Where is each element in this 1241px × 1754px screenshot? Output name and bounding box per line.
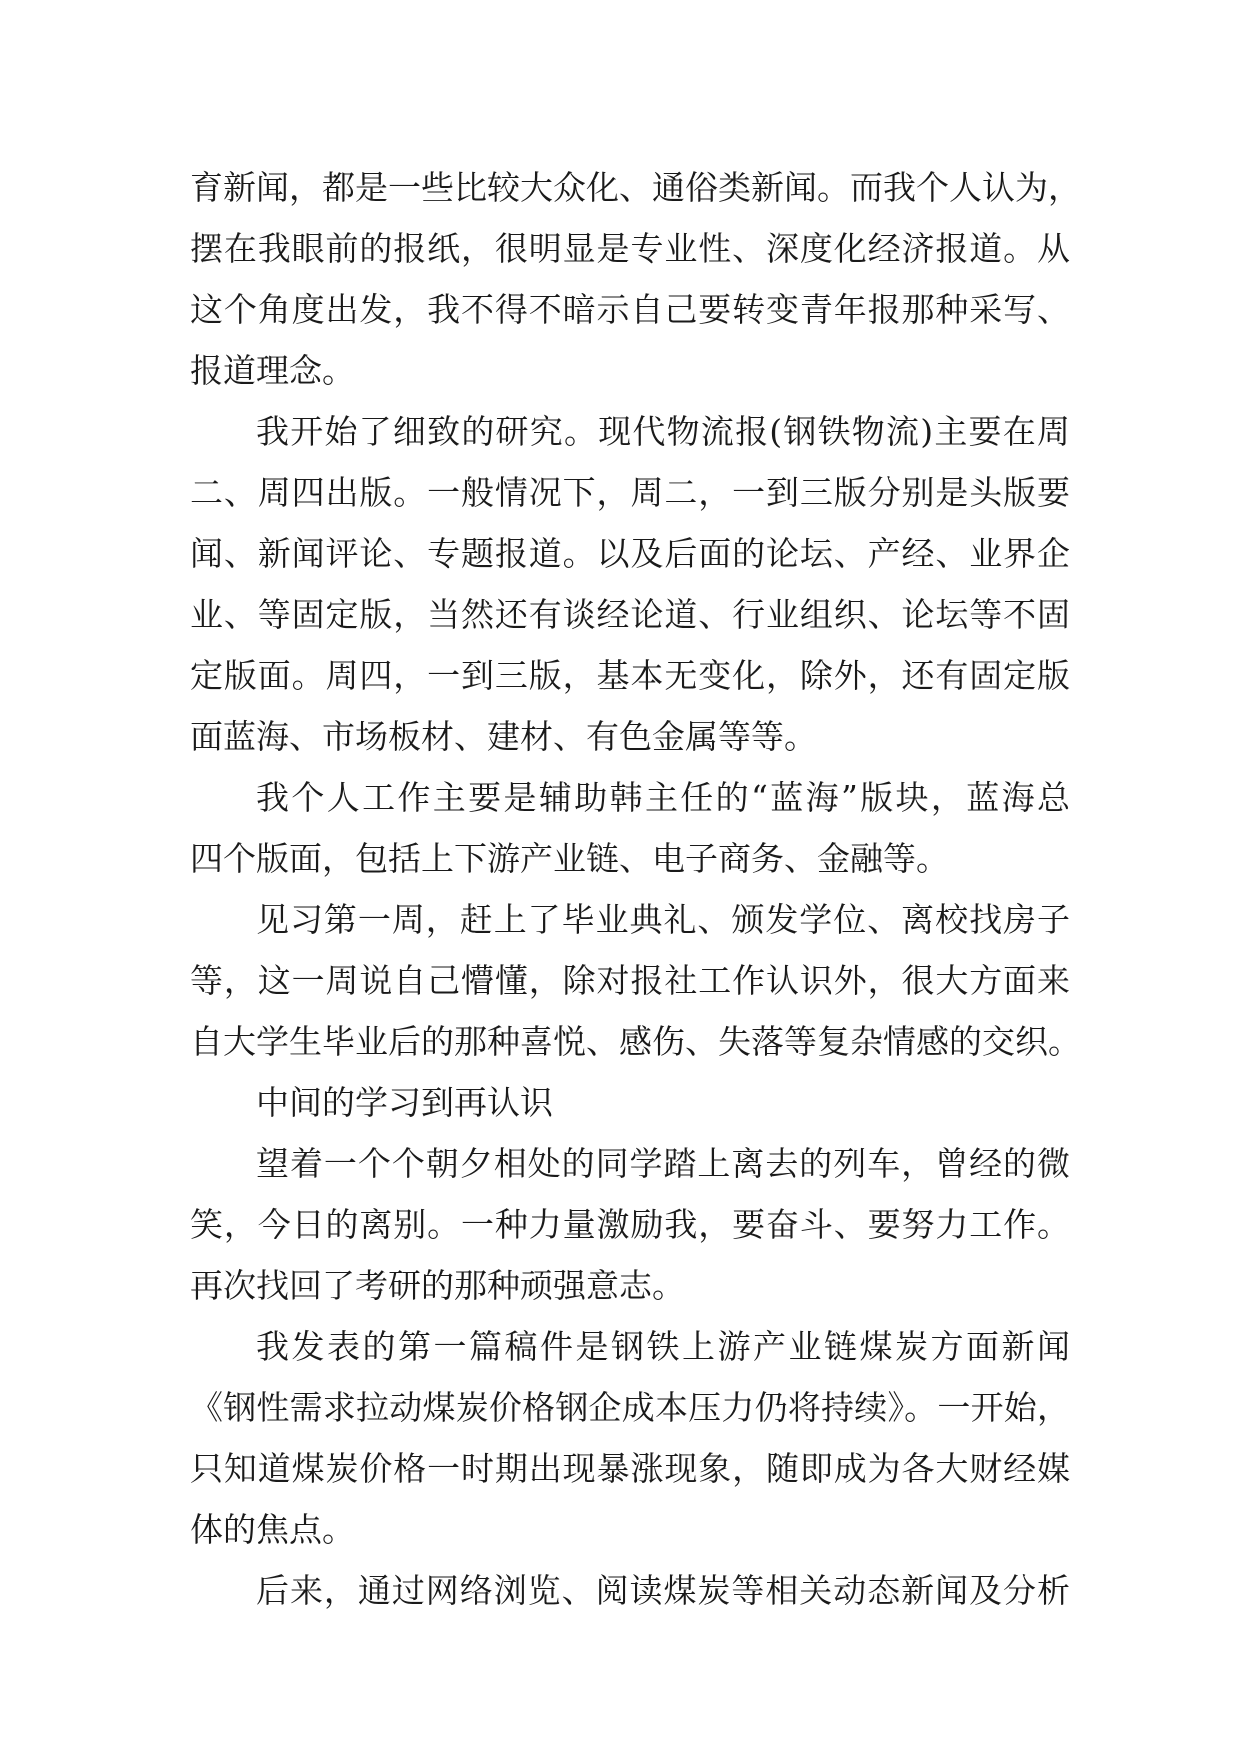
paragraph-first-line: 我发表的第一篇稿件是钢铁上游产业链煤炭方面新闻 bbox=[256, 1327, 1070, 1366]
document-body bbox=[190, 157, 1081, 1621]
section-heading: 中间的学习到再认识 bbox=[256, 1083, 553, 1122]
text-line: 《钢性需求拉动煤炭价格钢企成本压力仍将持续》。一开始， bbox=[190, 1388, 1070, 1427]
text-line: 报道理念。 bbox=[190, 351, 355, 390]
text-line: 业、等固定版，当然还有谈经论道、行业组织、论坛等不固 bbox=[190, 595, 1070, 634]
text-line: 体的焦点。 bbox=[190, 1510, 355, 1549]
paragraph-first-line: 我开始了细致的研究。现代物流报(钢铁物流)主要在周 bbox=[256, 412, 1070, 451]
text-line: 闻、新闻评论、专题报道。以及后面的论坛、产经、业界企 bbox=[190, 534, 1070, 573]
text-line: 二、周四出版。一般情况下，周二，一到三版分别是头版要 bbox=[190, 473, 1070, 512]
text-line: 定版面。周四，一到三版，基本无变化，除外，还有固定版 bbox=[190, 656, 1070, 695]
paragraph-first-line: 望着一个个朝夕相处的同学踏上离去的列车，曾经的微 bbox=[256, 1144, 1070, 1183]
text-line: 面蓝海、市场板材、建材、有色金属等等。 bbox=[190, 717, 817, 756]
text-line: 育新闻，都是一些比较大众化、通俗类新闻。而我个人认为， bbox=[190, 168, 1081, 207]
text-line: 自大学生毕业后的那种喜悦、感伤、失落等复杂情感的交织。 bbox=[190, 1022, 1081, 1061]
text-line: 再次找回了考研的那种顽强意志。 bbox=[190, 1266, 685, 1305]
text-line: 这个角度出发，我不得不暗示自己要转变青年报那种采写、 bbox=[190, 290, 1070, 329]
text-line: 笑，今日的离别。一种力量激励我，要奋斗、要努力工作。 bbox=[190, 1205, 1070, 1244]
text-line: 只知道煤炭价格一时期出现暴涨现象，随即成为各大财经媒 bbox=[190, 1449, 1070, 1488]
paragraph-first-line: 见习第一周，赶上了毕业典礼、颁发学位、离校找房子 bbox=[256, 900, 1070, 939]
text-line: 四个版面，包括上下游产业链、电子商务、金融等。 bbox=[190, 839, 949, 878]
paragraph-first-line: 后来，通过网络浏览、阅读煤炭等相关动态新闻及分析 bbox=[256, 1571, 1070, 1610]
text-line: 摆在我眼前的报纸，很明显是专业性、深度化经济报道。从 bbox=[190, 229, 1070, 268]
text-line: 等，这一周说自己懵懂，除对报社工作认识外，很大方面来 bbox=[190, 961, 1070, 1000]
paragraph-first-line: 我个人工作主要是辅助韩主任的“蓝海”版块，蓝海总 bbox=[256, 778, 1070, 817]
